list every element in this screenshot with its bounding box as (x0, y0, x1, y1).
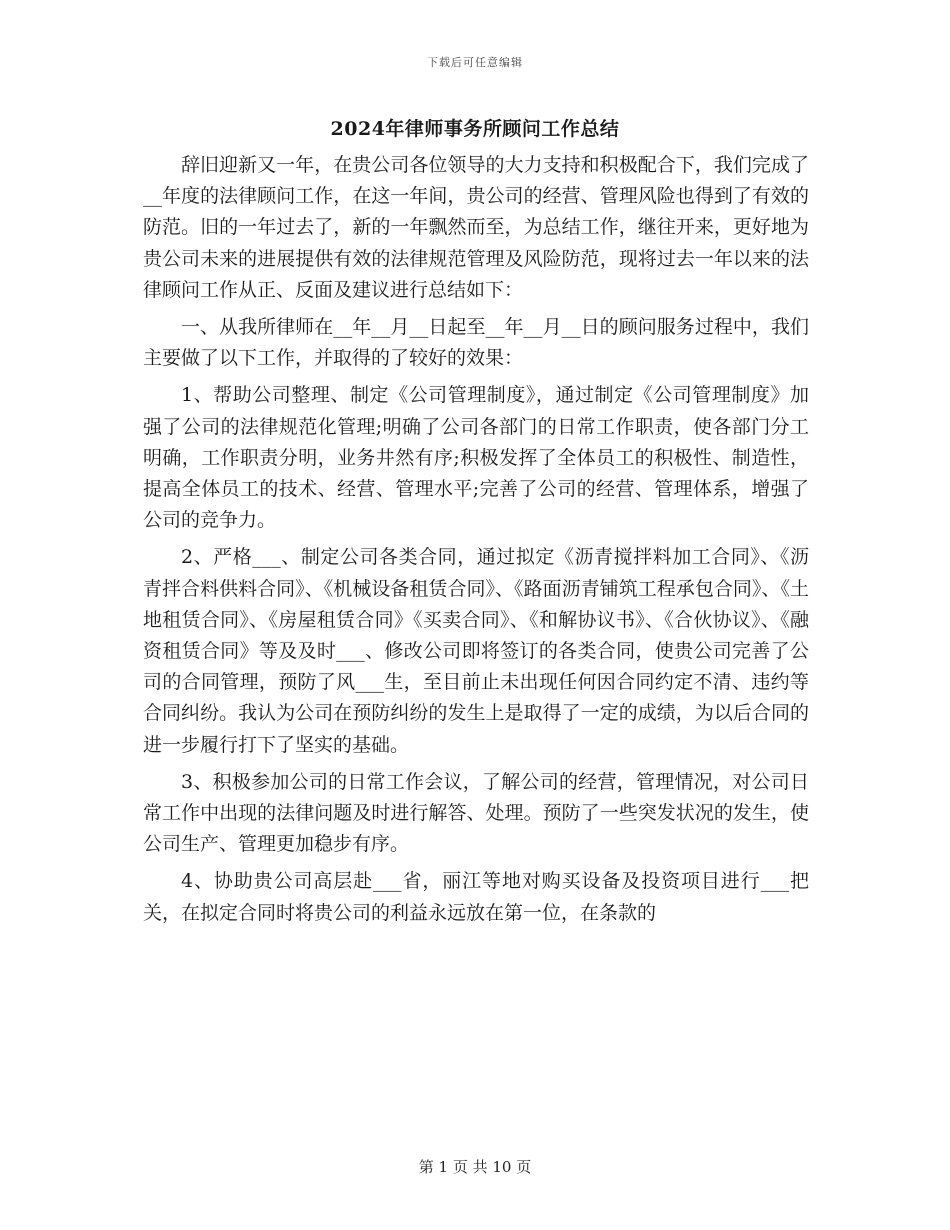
paragraph-item-4: 4、协助贵公司高层赴___省，丽江等地对购买设备及投资项目进行___把关，在拟定合同时将贵公司的利益永远放在第一位，在条款的 (143, 870, 809, 924)
page-footer-number: 第 1 页 共 10 页 (418, 1158, 532, 1176)
document-title: 2024年律师事务所顾问工作总结 (330, 118, 620, 140)
page-header-note: 下载后可任意编辑 (427, 56, 523, 69)
paragraph-intro: 辞旧迎新又一年，在贵公司各位领导的大力支持和积极配合下，我们完成了__年度的法律顾问工作，在这一年间，贵公司的经营、管理风险也得到了有效的防范。旧的一年过去了，新的一年飘然而至，为总结工作，继往开来，更好地为贵公司未来的进展提供有效的法律规范管理及风险防范，现将过去一年以来的法律顾问工作从正、反面及建议进行总结如下： (143, 154, 809, 301)
paragraph-item-2: 2、严格___、制定公司各类合同，通过拟定《沥青搅拌料加工合同》、《沥青拌合料供料合同》、《机械设备租赁合同》、《路面沥青铺筑工程承包合同》、《土地租赁合同》、《房屋租赁合同》《买卖合同》、《和解协议书》、《合伙协议》、《融资租赁合同》等及及时___、修改公司即将签订的各类合同，使贵公司完善了公司的合同管理，预防了风___生，至目前止未出现任何因合同约定不清、违约等合同纠纷。我认为公司在预防纠纷的发生上是取得了一定的成绩，为以后合同的进一步履行打下了坚实的基础。 (143, 546, 809, 756)
document-body (143, 150, 809, 929)
paragraph-item-3: 3、积极参加公司的日常工作会议，了解公司的经营，管理情况，对公司日常工作中出现的法律问题及时进行解答、处理。预防了一些突发状况的发生，使公司生产、管理更加稳步有序。 (143, 770, 809, 856)
paragraph-item-1: 1、帮助公司整理、制定《公司管理制度》，通过制定《公司管理制度》加强了公司的法律规范化管理;明确了公司各部门的日常工作职责，使各部门分工明确，工作职责分明，业务井然有序;积极发挥了全体员工的积极性、制造性，提高全体员工的技术、经营、管理水平;完善了公司的经营、管理体系，增强了公司的竞争力。 (143, 384, 809, 532)
paragraph-section-1: 一、从我所律师在__年__月__日起至__年__月__日的顾问服务过程中，我们主要做了以下工作，并取得的了较好的效果： (143, 316, 809, 370)
